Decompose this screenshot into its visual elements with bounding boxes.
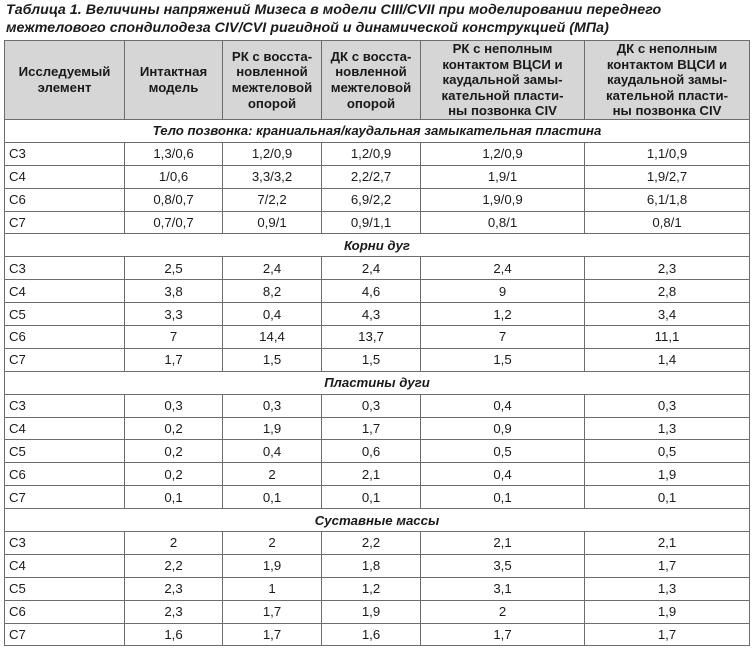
element-cell: C6 xyxy=(5,326,125,349)
value-cell: 0,3 xyxy=(585,394,750,417)
table-row xyxy=(5,188,750,211)
value-cell: 1,9 xyxy=(585,600,750,623)
value-cell: 2,2 xyxy=(322,532,421,555)
column-header-line: новленной xyxy=(236,64,308,80)
element-cell: C4 xyxy=(5,417,125,440)
element-cell: C5 xyxy=(5,577,125,600)
value-cell: 0,1 xyxy=(421,486,585,509)
value-cell: 1,8 xyxy=(322,554,421,577)
value-cell: 2,1 xyxy=(322,463,421,486)
value-cell: 1,9/2,7 xyxy=(585,165,750,188)
table-body xyxy=(5,120,750,646)
value-cell: 6,1/1,8 xyxy=(585,188,750,211)
column-header-line: опорой xyxy=(346,95,396,111)
column-header-line: каудальной замы- xyxy=(606,72,728,88)
value-cell: 0,8/0,7 xyxy=(125,188,223,211)
section-title: Корни дуг xyxy=(5,234,750,257)
column-header-line: Интактная xyxy=(139,64,208,80)
value-cell: 1,7 xyxy=(223,623,322,646)
value-cell: 1,2 xyxy=(421,303,585,326)
column-header-line: кательной пласти- xyxy=(441,87,564,103)
value-cell: 1,9 xyxy=(223,554,322,577)
value-cell: 1,7 xyxy=(322,417,421,440)
value-cell: 2,3 xyxy=(585,257,750,280)
value-cell: 0,4 xyxy=(223,303,322,326)
value-cell: 6,9/2,2 xyxy=(322,188,421,211)
value-cell: 0,7/0,7 xyxy=(125,211,223,234)
table-row xyxy=(5,600,750,623)
value-cell: 1,7 xyxy=(421,623,585,646)
table-row xyxy=(5,623,750,646)
caption-line-1: Таблица 1. Величины напряжений Мизеса в модели CIII/CVII при моделировании переднего xyxy=(6,2,662,18)
value-cell: 2,3 xyxy=(125,600,223,623)
column-header-1 xyxy=(5,41,125,120)
value-cell: 1,6 xyxy=(322,623,421,646)
value-cell: 1,5 xyxy=(421,348,585,371)
table-row xyxy=(5,348,750,371)
table-row xyxy=(5,280,750,303)
value-cell: 1,7 xyxy=(223,600,322,623)
element-cell: C3 xyxy=(5,257,125,280)
value-cell: 0,1 xyxy=(585,486,750,509)
value-cell: 3,3 xyxy=(125,303,223,326)
value-cell: 0,1 xyxy=(322,486,421,509)
table-row xyxy=(5,211,750,234)
value-cell: 3,5 xyxy=(421,554,585,577)
column-header-line: контактом ВЦСИ и xyxy=(442,56,563,72)
column-header-line: РК с неполным xyxy=(452,41,553,57)
value-cell: 1,7 xyxy=(585,554,750,577)
column-header-line: межтеловой xyxy=(231,80,313,95)
value-cell: 2,2 xyxy=(125,554,223,577)
value-cell: 1,7 xyxy=(125,348,223,371)
value-cell: 2 xyxy=(223,532,322,555)
value-cell: 2 xyxy=(421,600,585,623)
value-cell: 1,2/0,9 xyxy=(421,142,585,165)
column-header-6 xyxy=(585,41,750,120)
value-cell: 0,9/1,1 xyxy=(322,211,421,234)
table-row xyxy=(5,463,750,486)
column-header-line: ны позвонка CIV xyxy=(612,103,722,119)
element-cell: C3 xyxy=(5,142,125,165)
value-cell: 2,4 xyxy=(322,257,421,280)
value-cell: 4,3 xyxy=(322,303,421,326)
header-row xyxy=(5,41,750,120)
value-cell: 8,2 xyxy=(223,280,322,303)
value-cell: 1,9/1 xyxy=(421,165,585,188)
element-cell: C6 xyxy=(5,463,125,486)
value-cell: 0,4 xyxy=(223,440,322,463)
section-row xyxy=(5,234,750,257)
section-row xyxy=(5,120,750,143)
value-cell: 0,9 xyxy=(421,417,585,440)
value-cell: 7 xyxy=(125,326,223,349)
value-cell: 1,3 xyxy=(585,577,750,600)
value-cell: 1,1/0,9 xyxy=(585,142,750,165)
value-cell: 2,3 xyxy=(125,577,223,600)
element-cell: C3 xyxy=(5,394,125,417)
table-row xyxy=(5,417,750,440)
value-cell: 0,4 xyxy=(421,394,585,417)
column-header-line: каудальной замы- xyxy=(442,72,563,88)
value-cell: 1,9 xyxy=(223,417,322,440)
column-header-line: новленной xyxy=(335,64,407,80)
table-row xyxy=(5,165,750,188)
value-cell: 2,2/2,7 xyxy=(322,165,421,188)
stress-table xyxy=(4,40,750,646)
value-cell: 13,7 xyxy=(322,326,421,349)
value-cell: 1,2/0,9 xyxy=(223,142,322,165)
value-cell: 4,6 xyxy=(322,280,421,303)
section-row xyxy=(5,371,750,394)
value-cell: 1,9 xyxy=(585,463,750,486)
value-cell: 2 xyxy=(223,463,322,486)
value-cell: 0,3 xyxy=(223,394,322,417)
element-cell: C5 xyxy=(5,303,125,326)
table-row xyxy=(5,303,750,326)
value-cell: 1,4 xyxy=(585,348,750,371)
table-row xyxy=(5,486,750,509)
table-row xyxy=(5,326,750,349)
column-header-line: ны позвонка CIV xyxy=(448,103,557,119)
column-header-line: межтеловой xyxy=(330,80,412,95)
value-cell: 1,5 xyxy=(223,348,322,371)
table-row xyxy=(5,394,750,417)
value-cell: 2,8 xyxy=(585,280,750,303)
column-header-line: элемент xyxy=(37,80,92,95)
value-cell: 2,1 xyxy=(421,532,585,555)
value-cell: 0,1 xyxy=(223,486,322,509)
column-header-line: ДК с неполным xyxy=(616,41,718,57)
element-cell: C7 xyxy=(5,211,125,234)
column-header-line: контактом ВЦСИ и xyxy=(606,56,728,72)
value-cell: 2,4 xyxy=(223,257,322,280)
value-cell: 0,4 xyxy=(421,463,585,486)
element-cell: C7 xyxy=(5,486,125,509)
table-row xyxy=(5,257,750,280)
value-cell: 1,3 xyxy=(585,417,750,440)
table-row xyxy=(5,554,750,577)
value-cell: 1/0,6 xyxy=(125,165,223,188)
value-cell: 0,5 xyxy=(585,440,750,463)
table-row xyxy=(5,577,750,600)
value-cell: 1,9/0,9 xyxy=(421,188,585,211)
column-header-line: модель xyxy=(148,80,199,95)
value-cell: 0,2 xyxy=(125,463,223,486)
value-cell: 0,5 xyxy=(421,440,585,463)
element-cell: C6 xyxy=(5,600,125,623)
value-cell: 0,9/1 xyxy=(223,211,322,234)
column-header-4 xyxy=(322,41,421,120)
section-row xyxy=(5,509,750,532)
element-cell: C4 xyxy=(5,165,125,188)
column-header-line: опорой xyxy=(247,95,297,111)
value-cell: 1,5 xyxy=(322,348,421,371)
value-cell: 2,1 xyxy=(585,532,750,555)
caption-line-2: межтелового спондилодеза CIV/CVI ригидной и динамической конструкцией (МПа) xyxy=(6,20,609,36)
value-cell: 1,2/0,9 xyxy=(322,142,421,165)
value-cell: 2 xyxy=(125,532,223,555)
table-row xyxy=(5,142,750,165)
table-row xyxy=(5,532,750,555)
element-cell: C3 xyxy=(5,532,125,555)
value-cell: 3,8 xyxy=(125,280,223,303)
element-cell: C4 xyxy=(5,280,125,303)
value-cell: 2,5 xyxy=(125,257,223,280)
value-cell: 14,4 xyxy=(223,326,322,349)
element-cell: C4 xyxy=(5,554,125,577)
value-cell: 7/2,2 xyxy=(223,188,322,211)
value-cell: 1 xyxy=(223,577,322,600)
table-caption xyxy=(6,1,748,37)
value-cell: 0,2 xyxy=(125,417,223,440)
section-title: Пластины дуги xyxy=(5,371,750,394)
value-cell: 2,4 xyxy=(421,257,585,280)
column-header-line: РК с восста- xyxy=(231,48,313,64)
element-cell: C5 xyxy=(5,440,125,463)
value-cell: 0,3 xyxy=(125,394,223,417)
section-title: Тело позвонка: краниальная/каудальная замыкательная пластина xyxy=(5,120,750,143)
value-cell: 1,6 xyxy=(125,623,223,646)
value-cell: 0,8/1 xyxy=(585,211,750,234)
column-header-line: ДК с восста- xyxy=(330,48,412,64)
value-cell: 9 xyxy=(421,280,585,303)
value-cell: 0,3 xyxy=(322,394,421,417)
value-cell: 1,7 xyxy=(585,623,750,646)
value-cell: 0,2 xyxy=(125,440,223,463)
value-cell: 0,6 xyxy=(322,440,421,463)
value-cell: 0,8/1 xyxy=(421,211,585,234)
element-cell: C7 xyxy=(5,348,125,371)
table-row xyxy=(5,440,750,463)
element-cell: C6 xyxy=(5,188,125,211)
section-title: Суставные массы xyxy=(5,509,750,532)
column-header-line: Исследуемый xyxy=(18,64,111,80)
column-header-2 xyxy=(125,41,223,120)
value-cell: 0,1 xyxy=(125,486,223,509)
value-cell: 11,1 xyxy=(585,326,750,349)
value-cell: 3,1 xyxy=(421,577,585,600)
column-header-3 xyxy=(223,41,322,120)
element-cell: C7 xyxy=(5,623,125,646)
column-header-5 xyxy=(421,41,585,120)
value-cell: 3,3/3,2 xyxy=(223,165,322,188)
value-cell: 1,9 xyxy=(322,600,421,623)
value-cell: 3,4 xyxy=(585,303,750,326)
value-cell: 1,3/0,6 xyxy=(125,142,223,165)
column-header-line: кательной пласти- xyxy=(606,87,728,103)
value-cell: 1,2 xyxy=(322,577,421,600)
value-cell: 7 xyxy=(421,326,585,349)
